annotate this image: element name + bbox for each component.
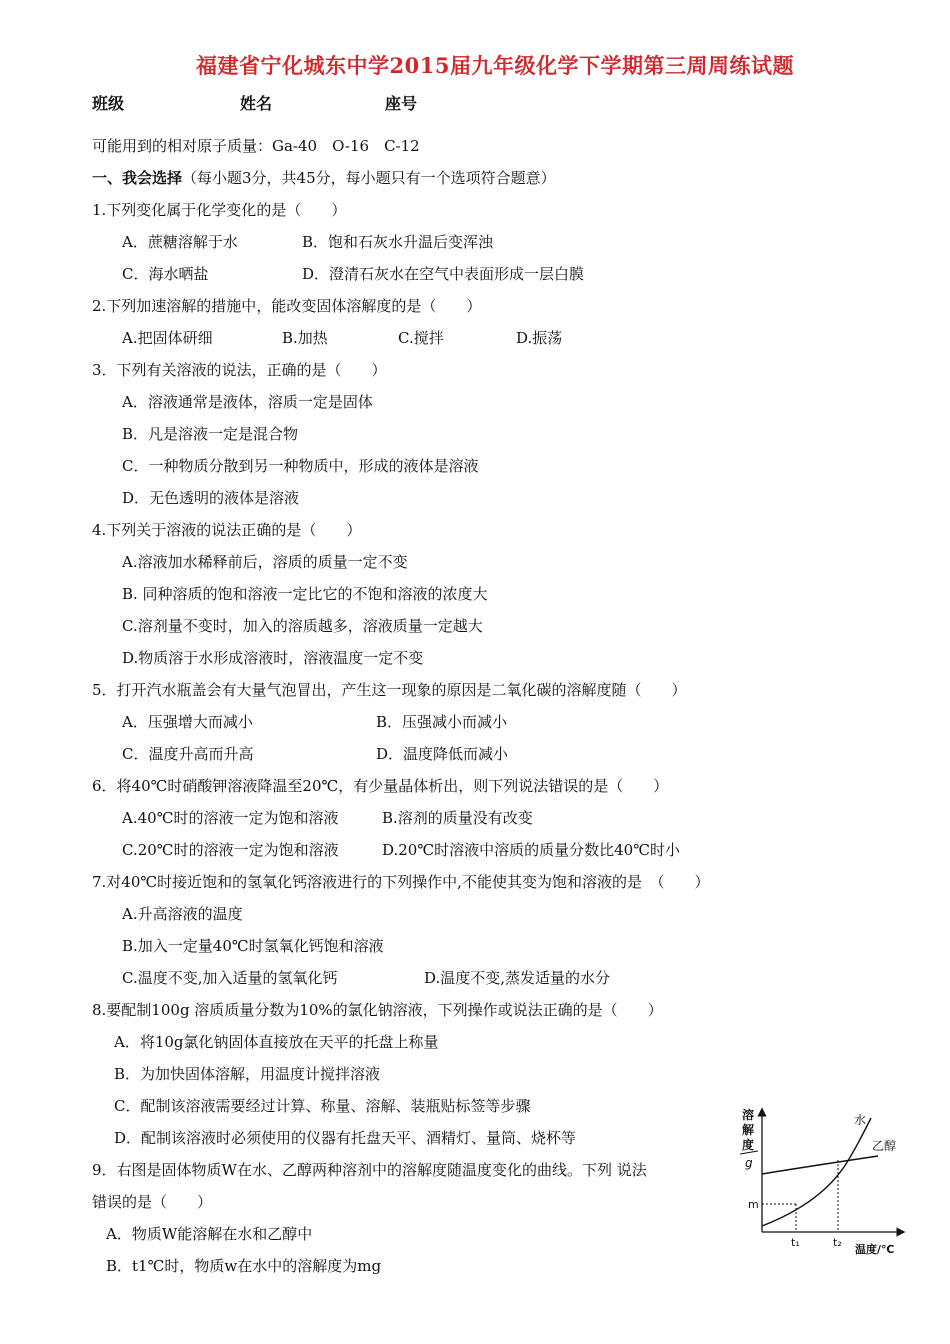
option: B.溶剂的质量没有改变 [382,809,533,827]
t2-label: t₂ [833,1236,842,1249]
option: A．物质W能溶解在水和乙醇中 [106,1225,313,1243]
section-heading [92,168,556,188]
option: A．压强增大而减小 [122,713,253,731]
option: A.把固体研细 [122,329,213,347]
question-stem: 1.下列变化属于化学变化的是（ ） [92,201,347,219]
y-axis-label-unit: g [745,1156,753,1170]
water-label: 水 [854,1113,867,1127]
option: C.溶剂量不变时，加入的溶质越多，溶液质量一定越大 [122,617,483,635]
option: B．饱和石灰水升温后变浑浊 [302,233,494,251]
option: B.加热 [282,329,328,347]
question-stem: 6．将40℃时硝酸钾溶液降温至20℃，有少量晶体析出，则下列说法错误的是（ ） [92,777,669,795]
question-stem: 4.下列关于溶液的说法正确的是（ ） [92,521,362,539]
option: D.20℃时溶液中溶质的质量分数比40℃时小 [382,841,680,859]
option: C．海水晒盐 [122,265,209,283]
question-stem: 8.要配制100g 溶质质量分数为10%的氯化钠溶液，下列操作或说法正确的是（ ） [92,1001,663,1019]
option: C.温度不变,加入适量的氢氧化钙 [122,969,338,987]
option: C．配制该溶液需要经过计算、称量、溶解、装瓶贴标签等步骤 [114,1097,531,1115]
option: C．一种物质分散到另一种物质中，形成的液体是溶液 [122,457,479,475]
question-stem: 5．打开汽水瓶盖会有大量气泡冒出，产生这一现象的原因是二氧化碳的溶解度随（ ） [92,681,687,699]
option: D.物质溶于水形成溶液时，溶液温度一定不变 [122,649,424,667]
section-title: 一、我会选择 [92,169,183,187]
ethanol-label: 乙醇 [872,1139,897,1153]
option: D.温度不变,蒸发适量的水分 [424,969,611,987]
ethanol-curve [762,1156,878,1174]
question-stem: 7.对40℃时接近饱和的氢氧化钙溶液进行的下列操作中,不能使其变为饱和溶液的是 （ ） [92,873,710,891]
option: D．配制该溶液时必须使用的仪器有托盘天平、酒精灯、量筒、烧杯等 [114,1129,577,1147]
option: A．将10g氯化钠固体直接放在天平的托盘上称量 [114,1033,439,1051]
option: D．温度降低而减小 [376,745,509,763]
seat-label: 座号 [385,94,418,113]
option: B．凡是溶液一定是混合物 [122,425,299,443]
option: A.溶液加水稀释前后，溶质的质量一定不变 [122,553,408,571]
option: A.升高溶液的温度 [122,905,243,923]
option: B. 同种溶质的饱和溶液一定比它的不饱和溶液的浓度大 [122,585,488,603]
option: D．无色透明的液体是溶液 [122,489,300,507]
class-label: 班级 [92,94,125,113]
y-axis-label-char: 度 [742,1138,755,1152]
option: C.搅拌 [398,329,444,347]
y-axis-label-char: 溶 [742,1108,755,1122]
option: D．澄清石灰水在空气中表面形成一层白膜 [302,265,585,283]
name-label: 姓名 [240,94,273,113]
question-stem: 3．下列有关溶液的说法，正确的是（ ） [92,361,387,379]
solubility-chart [738,1104,913,1264]
option: B.加入一定量40℃时氢氧化钙饱和溶液 [122,937,384,955]
t1-label: t₁ [791,1236,800,1249]
option: C．温度升高而升高 [122,745,254,763]
option: A．蔗糖溶解于水 [122,233,238,251]
y-axis-label-char: 解 [742,1123,755,1137]
page-title: 福建省宁化城东中学2015届九年级化学下学期第三周周练试题 [196,53,794,78]
option: C.20℃时的溶液一定为饱和溶液 [122,841,339,859]
option: D.振荡 [516,329,563,347]
x-axis-label: 温度/℃ [855,1243,895,1256]
option: A．溶液通常是液体，溶质一定是固体 [122,393,373,411]
m-label: m [748,1198,759,1211]
option: B．为加快固体溶解，用温度计搅拌溶液 [114,1065,381,1083]
option: B．压强减小而减小 [376,713,508,731]
question-stem-continued: 错误的是（ ） [92,1193,213,1211]
question-stem: 9．右图是固体物质W在水、乙醇两种溶剂中的溶解度随温度变化的曲线。下列 说法 [92,1161,647,1179]
section-instruction: （每小题3分，共45分，每小题只有一个选项符合题意） [182,169,556,187]
question-stem: 2.下列加速溶解的措施中，能改变固体溶解度的是（ ） [92,297,482,315]
option: A.40℃时的溶液一定为饱和溶液 [122,809,339,827]
option: B．t1℃时，物质w在水中的溶解度为mg [106,1257,382,1275]
atomic-mass-note: 可能用到的相对原子质量：Ga-40 O-16 C-12 [92,137,420,155]
